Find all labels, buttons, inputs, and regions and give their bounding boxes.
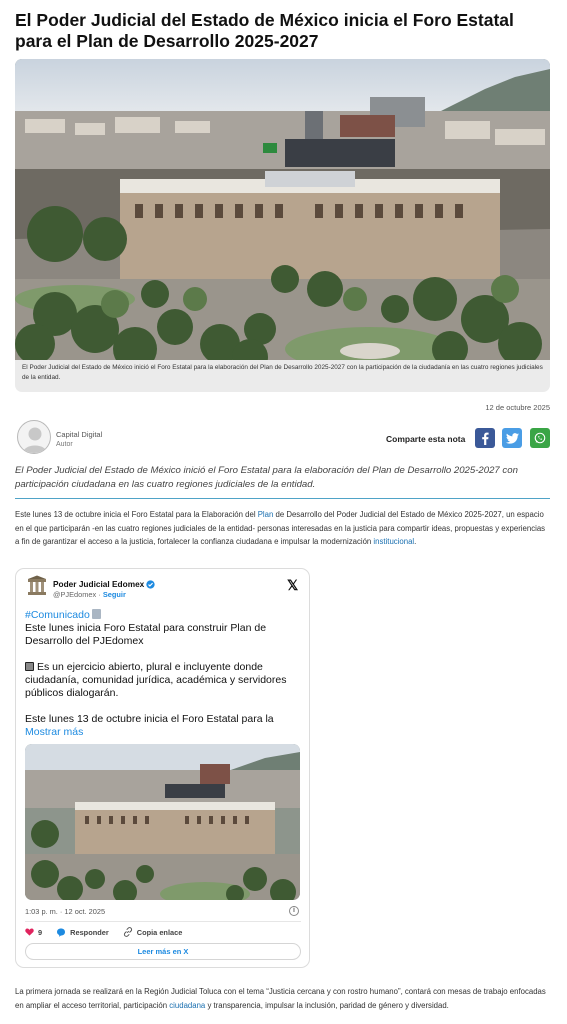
separator: · [96, 590, 103, 599]
account-name-text: Poder Judicial Edomex [53, 579, 145, 589]
building-emoji-icon [92, 609, 101, 619]
hero-photo [15, 59, 550, 360]
tweet-photo[interactable] [25, 744, 300, 900]
tweet-actions [25, 927, 192, 937]
copy-link-button[interactable] [123, 927, 183, 937]
hero-figure [15, 59, 550, 392]
institucional-link[interactable]: institucional [373, 537, 415, 546]
tweet-timestamp[interactable]: 1:03 p. m. · 12 oct. 2025 [25, 907, 106, 916]
article-lead: El Poder Judicial del Estado de México inició el Foro Estatal para la elaboración del Plan de Desarrollo 2025-2027 con participación ciudadana en las cuatro regiones judiciales de la entidad. [15, 465, 518, 490]
show-more-link[interactable]: Mostrar más [25, 726, 84, 738]
tweet-line-3: Este lunes 13 de octubre inicia el Foro Estatal para la [25, 713, 274, 725]
verified-badge-icon [146, 580, 155, 589]
facebook-icon [480, 432, 490, 445]
whatsapp-icon [534, 432, 546, 444]
hero-caption: El Poder Judicial del Estado de México inició el Foro Estatal para la elaboración del Plan de Desarrollo 2025-2027 con la participación de la ciudadanía en las cuatro regiones judiciales de la entidad. [22, 364, 543, 381]
ciudadana-link[interactable]: ciudadana [169, 1000, 206, 1010]
like-count: 9 [38, 927, 43, 937]
embedded-tweet[interactable] [15, 568, 310, 968]
tweet-hashtag-line [25, 609, 305, 622]
tweet-line-1: Este lunes inicia Foro Estatal para construir Plan de Desarrollo del PJEdomex [25, 622, 267, 647]
user-icon [18, 421, 51, 454]
tweet-divider [25, 921, 301, 922]
paragraph-text: de Desarrollo del Poder Judicial del Estado de México 2025-2027, un espacio en el que participarán -en las cuatro regiones judiciales de la entidad- personas interesadas en la justicia para compartir ideas, propuestas y experiencias a fin de garantizar el acceso a la justicia, fortalecer la confianza ciudadana e impulsar la modernización [15, 510, 546, 546]
share-label: Comparte esta nota [386, 434, 466, 444]
copy-link-label: Copia enlace [136, 927, 183, 937]
paragraph-text: y transparencia, impulsar la inclusión, paridad de género y diversidad. [205, 1000, 449, 1010]
author-name[interactable]: Capital Digital [56, 430, 103, 439]
plan-link[interactable]: Plan [257, 510, 274, 519]
tweet-body [25, 609, 305, 739]
article-date: 12 de octubre 2025 [485, 403, 550, 412]
info-icon[interactable]: i [289, 906, 299, 916]
read-more-on-x-button[interactable]: Leer más en X [25, 943, 301, 960]
reply-button[interactable] [56, 928, 109, 937]
hashtag-link[interactable]: #Comunicado [25, 609, 90, 621]
twitter-icon [506, 433, 519, 444]
link-icon [123, 927, 133, 937]
account-handle[interactable]: @PJEdomex [53, 590, 97, 599]
share-facebook-button[interactable] [475, 428, 495, 448]
paragraph-text: . [414, 537, 417, 546]
share-whatsapp-button[interactable] [530, 428, 550, 448]
like-button[interactable] [25, 928, 42, 937]
article-headline: El Poder Judicial del Estado de México inicia el Foro Estatal para el Plan de Desarrollo 2025-2027 [15, 10, 514, 51]
checkbox-emoji-icon [25, 662, 34, 671]
account-name[interactable] [53, 579, 155, 589]
reply-label: Responder [70, 927, 109, 937]
heart-icon [25, 928, 34, 936]
article-paragraph-2 [15, 985, 548, 1012]
author-avatar[interactable] [17, 420, 51, 454]
x-logo-icon[interactable]: 𝕏 [287, 577, 299, 593]
share-twitter-button[interactable] [502, 428, 522, 448]
article-paragraph-1 [15, 508, 548, 549]
paragraph-text: La primera jornada se realizará en la Región Judicial Toluca con el tema “Justicia cercana y con rostro humano”, contará con mesas de trabajo enfocadas en ampliar el acceso territorial, participación [15, 987, 546, 1010]
tweet-line-3-wrap [25, 713, 305, 739]
author-role: Autor [56, 441, 73, 448]
follow-button[interactable]: Seguir [102, 590, 126, 599]
account-avatar-icon[interactable] [25, 575, 49, 599]
account-handle-line [53, 590, 126, 599]
reply-bubble-icon [56, 928, 66, 937]
tweet-line-2-wrap [25, 661, 305, 700]
paragraph-text: Este lunes 13 de octubre inicia el Foro Estatal para la Elaboración del [15, 510, 258, 519]
lead-divider [15, 498, 550, 499]
tweet-line-2: Es un ejercicio abierto, plural e incluyente donde ciudadanía, comunidad jurídica, académica y servidores públicos dialogarán. [25, 661, 287, 699]
